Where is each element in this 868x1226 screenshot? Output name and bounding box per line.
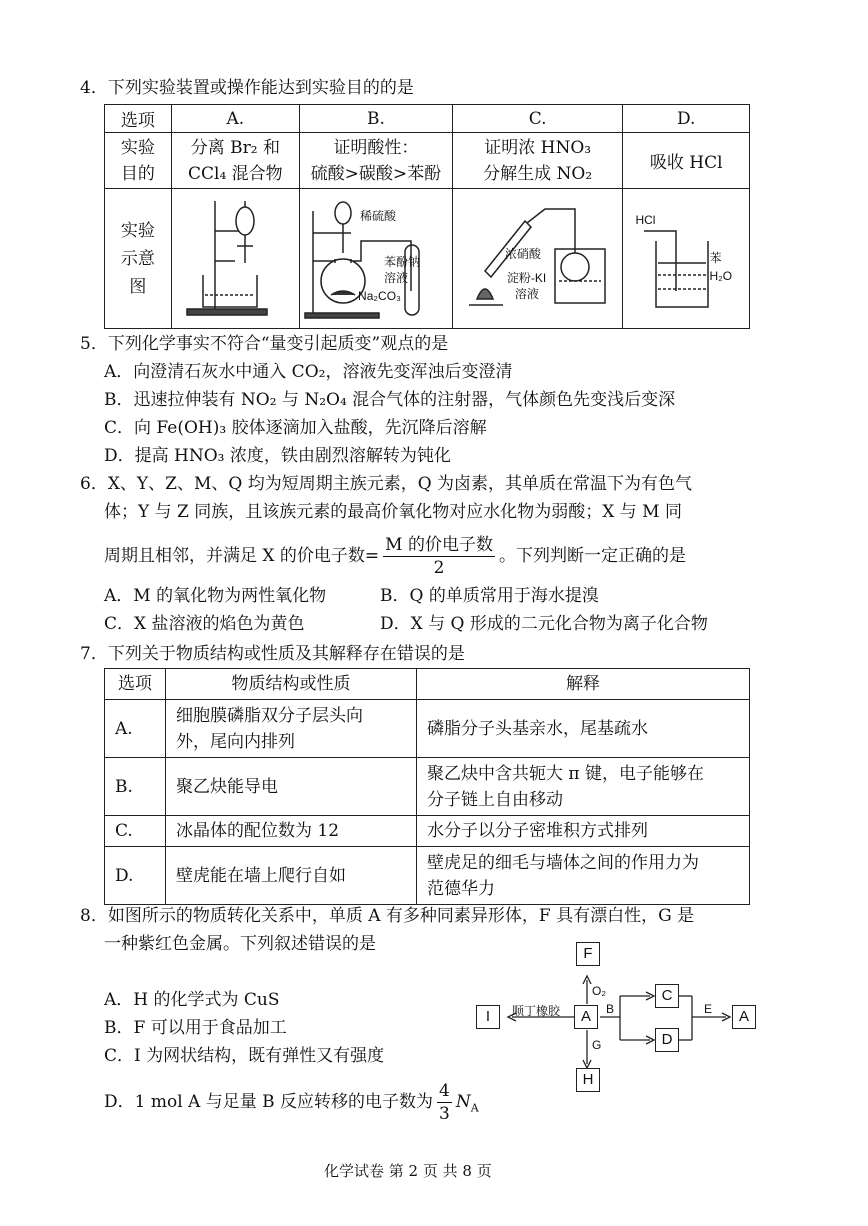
q4-table (104, 104, 750, 329)
label-benzene: 苯 (709, 251, 722, 265)
separatory-funnel-apparatus-icon (175, 191, 295, 321)
q7-row-c-option: C. (105, 816, 166, 847)
q8-option-a: A．H 的化学式为 CuS (104, 990, 280, 1010)
q4-diagram-label: 实验 示意 图 (105, 189, 172, 329)
node-a: A (574, 1005, 598, 1029)
page-footer: 化学试卷 第 2 页 共 8 页 (324, 1162, 492, 1180)
q6-option-c: C．X 盐溶液的焰色为黄色 (104, 614, 305, 634)
q5-stem: 5．下列化学事实不符合“量变引起质变”观点的是 (80, 334, 449, 354)
node-a-product: A (732, 1005, 756, 1029)
q8-option-c: C．I 为网状结构，既有弹性又有强度 (104, 1046, 385, 1066)
q8-line1: 8．如图所示的物质转化关系中，单质 A 有多种同素异形体，F 具有漂白性，G 是 (80, 906, 695, 926)
q4-header-a: A. (171, 105, 299, 133)
label-dilute-sulfuric-acid: 稀硫酸 (360, 209, 397, 223)
q7-table (104, 668, 750, 905)
q5-option-c: C．向 Fe(OH)₃ 胶体逐滴加入盐酸，先沉降后溶解 (104, 418, 487, 438)
node-f: F (576, 942, 600, 966)
q7-row-d-explanation: 壁虎足的细毛与墙体之间的作用力为 范德华力 (417, 847, 750, 905)
label-oxygen: O₂ (592, 984, 606, 998)
node-d: D (655, 1028, 679, 1052)
node-i: I (476, 1005, 500, 1029)
q4-header-b: B. (300, 105, 453, 133)
q4-header-d: D. (623, 105, 750, 133)
q4-purpose-c: 证明浓 HNO₃ 分解生成 NO₂ (452, 133, 623, 189)
label-sodium-carbonate: Na₂CO₃ (358, 289, 401, 303)
label-e: E (704, 1002, 713, 1016)
q7-row-c-explanation: 水分子以分子密堆积方式排列 (417, 816, 750, 847)
q8-option-d: D．1 mol A 与足量 B 反应转移的电子数为 $\frac{4}{3}$ $N_A$ (104, 1081, 479, 1124)
q6-line3: 周期且相邻，并满足 X 的价电子数= $\frac{\text{M 的价电子数}}{2}$ 。下列判断一定正确的是 (104, 535, 686, 578)
q4-stem: 4．下列实验装置或操作能达到实验目的的是 (80, 78, 414, 98)
q5-option-a: A．向澄清石灰水中通入 CO₂，溶液先变浑浊后变澄清 (104, 362, 513, 382)
q4-purpose-d: 吸收 HCl (623, 133, 750, 189)
q4-purpose-b: 证明酸性： 硫酸>碳酸>苯酚 (300, 133, 453, 189)
q4-purpose-label: 实验 目的 (105, 133, 172, 189)
q6-option-b: B．Q 的单质常用于海水提溴 (380, 586, 599, 606)
q7-row-a-property: 细胞膜磷脂双分子层头向 外，尾向内排列 (166, 700, 417, 758)
q6-option-d: D．X 与 Q 形成的二元化合物为离子化合物 (380, 614, 708, 634)
q5-option-b: B．迅速拉伸装有 NO₂ 与 N₂O₄ 混合气体的注射器，气体颜色先变浅后变深 (104, 390, 676, 410)
q7-header-explanation: 解释 (417, 669, 750, 700)
q7-row-a-explanation: 磷脂分子头基亲水，尾基疏水 (417, 700, 750, 758)
q7-row-b-option: B. (105, 758, 166, 816)
q4-header-c: C. (452, 105, 623, 133)
q6-option-a: A．M 的氧化物为两性氧化物 (104, 586, 327, 606)
q7-header-option: 选项 (105, 669, 166, 700)
q5-option-d: D．提高 HNO₃ 浓度，铁由剧烈溶解转为钝化 (104, 446, 451, 466)
q7-row-a-option: A. (105, 700, 166, 758)
q6-fraction: $\frac{\text{M 的价电子数}}{2}$ (385, 535, 493, 578)
q4-header-option: 选项 (105, 105, 172, 133)
label-b: B (606, 1002, 615, 1016)
q7-row-d-property: 壁虎能在墙上爬行自如 (166, 847, 417, 905)
q4-diagram-c (452, 189, 623, 329)
q4-diagram-a (171, 189, 299, 329)
q6-line2: 体；Y 与 Z 同族，且该族元素的最高价氧化物对应水化物为弱酸；X 与 M 同 (104, 502, 682, 522)
label-sodium-phenolate: 苯酚钠 (384, 255, 421, 269)
q8-option-b: B．F 可以用于食品加工 (104, 1018, 287, 1038)
label-water: H₂O (709, 269, 733, 283)
q7-row-b-property: 聚乙炔能导电 (166, 758, 417, 816)
node-h: H (576, 1068, 600, 1092)
q7-stem: 7．下列关于物质结构或性质及其解释存在错误的是 (80, 644, 465, 664)
q8-arrows (470, 940, 770, 1100)
q4-purpose-a: 分离 Br₂ 和 CCl₄ 混合物 (171, 133, 299, 189)
q6-line1: 6．X、Y、Z、M、Q 均为短周期主族元素，Q 为卤素，其单质在常温下为有色气 (80, 474, 693, 494)
q4-diagram-b (300, 189, 453, 329)
hcl-absorption-apparatus-icon (626, 191, 746, 321)
q7-row-c-property: 冰晶体的配位数为 12 (166, 816, 417, 847)
label-hcl: HCl (635, 213, 656, 227)
label-solution-b: 溶液 (384, 271, 409, 285)
node-c: C (655, 984, 679, 1008)
q7-row-b-explanation: 聚乙炔中含共轭大 π 键，电子能够在 分子链上自由移动 (417, 758, 750, 816)
q8-fraction: $\frac{4}{3}$ (439, 1081, 450, 1124)
q7-header-property: 物质结构或性质 (166, 669, 417, 700)
q8-line2: 一种紫红色金属。下列叙述错误的是 (104, 934, 376, 954)
label-rubber: 顺丁橡胶 (512, 1004, 561, 1018)
q7-row-d-option: D. (105, 847, 166, 905)
label-g: G (592, 1038, 602, 1052)
label-starch-ki: 淀粉-KI (506, 271, 547, 285)
label-solution-c: 溶液 (514, 287, 539, 301)
q4-diagram-d (623, 189, 750, 329)
label-concentrated-nitric-acid: 浓硝酸 (504, 247, 541, 261)
